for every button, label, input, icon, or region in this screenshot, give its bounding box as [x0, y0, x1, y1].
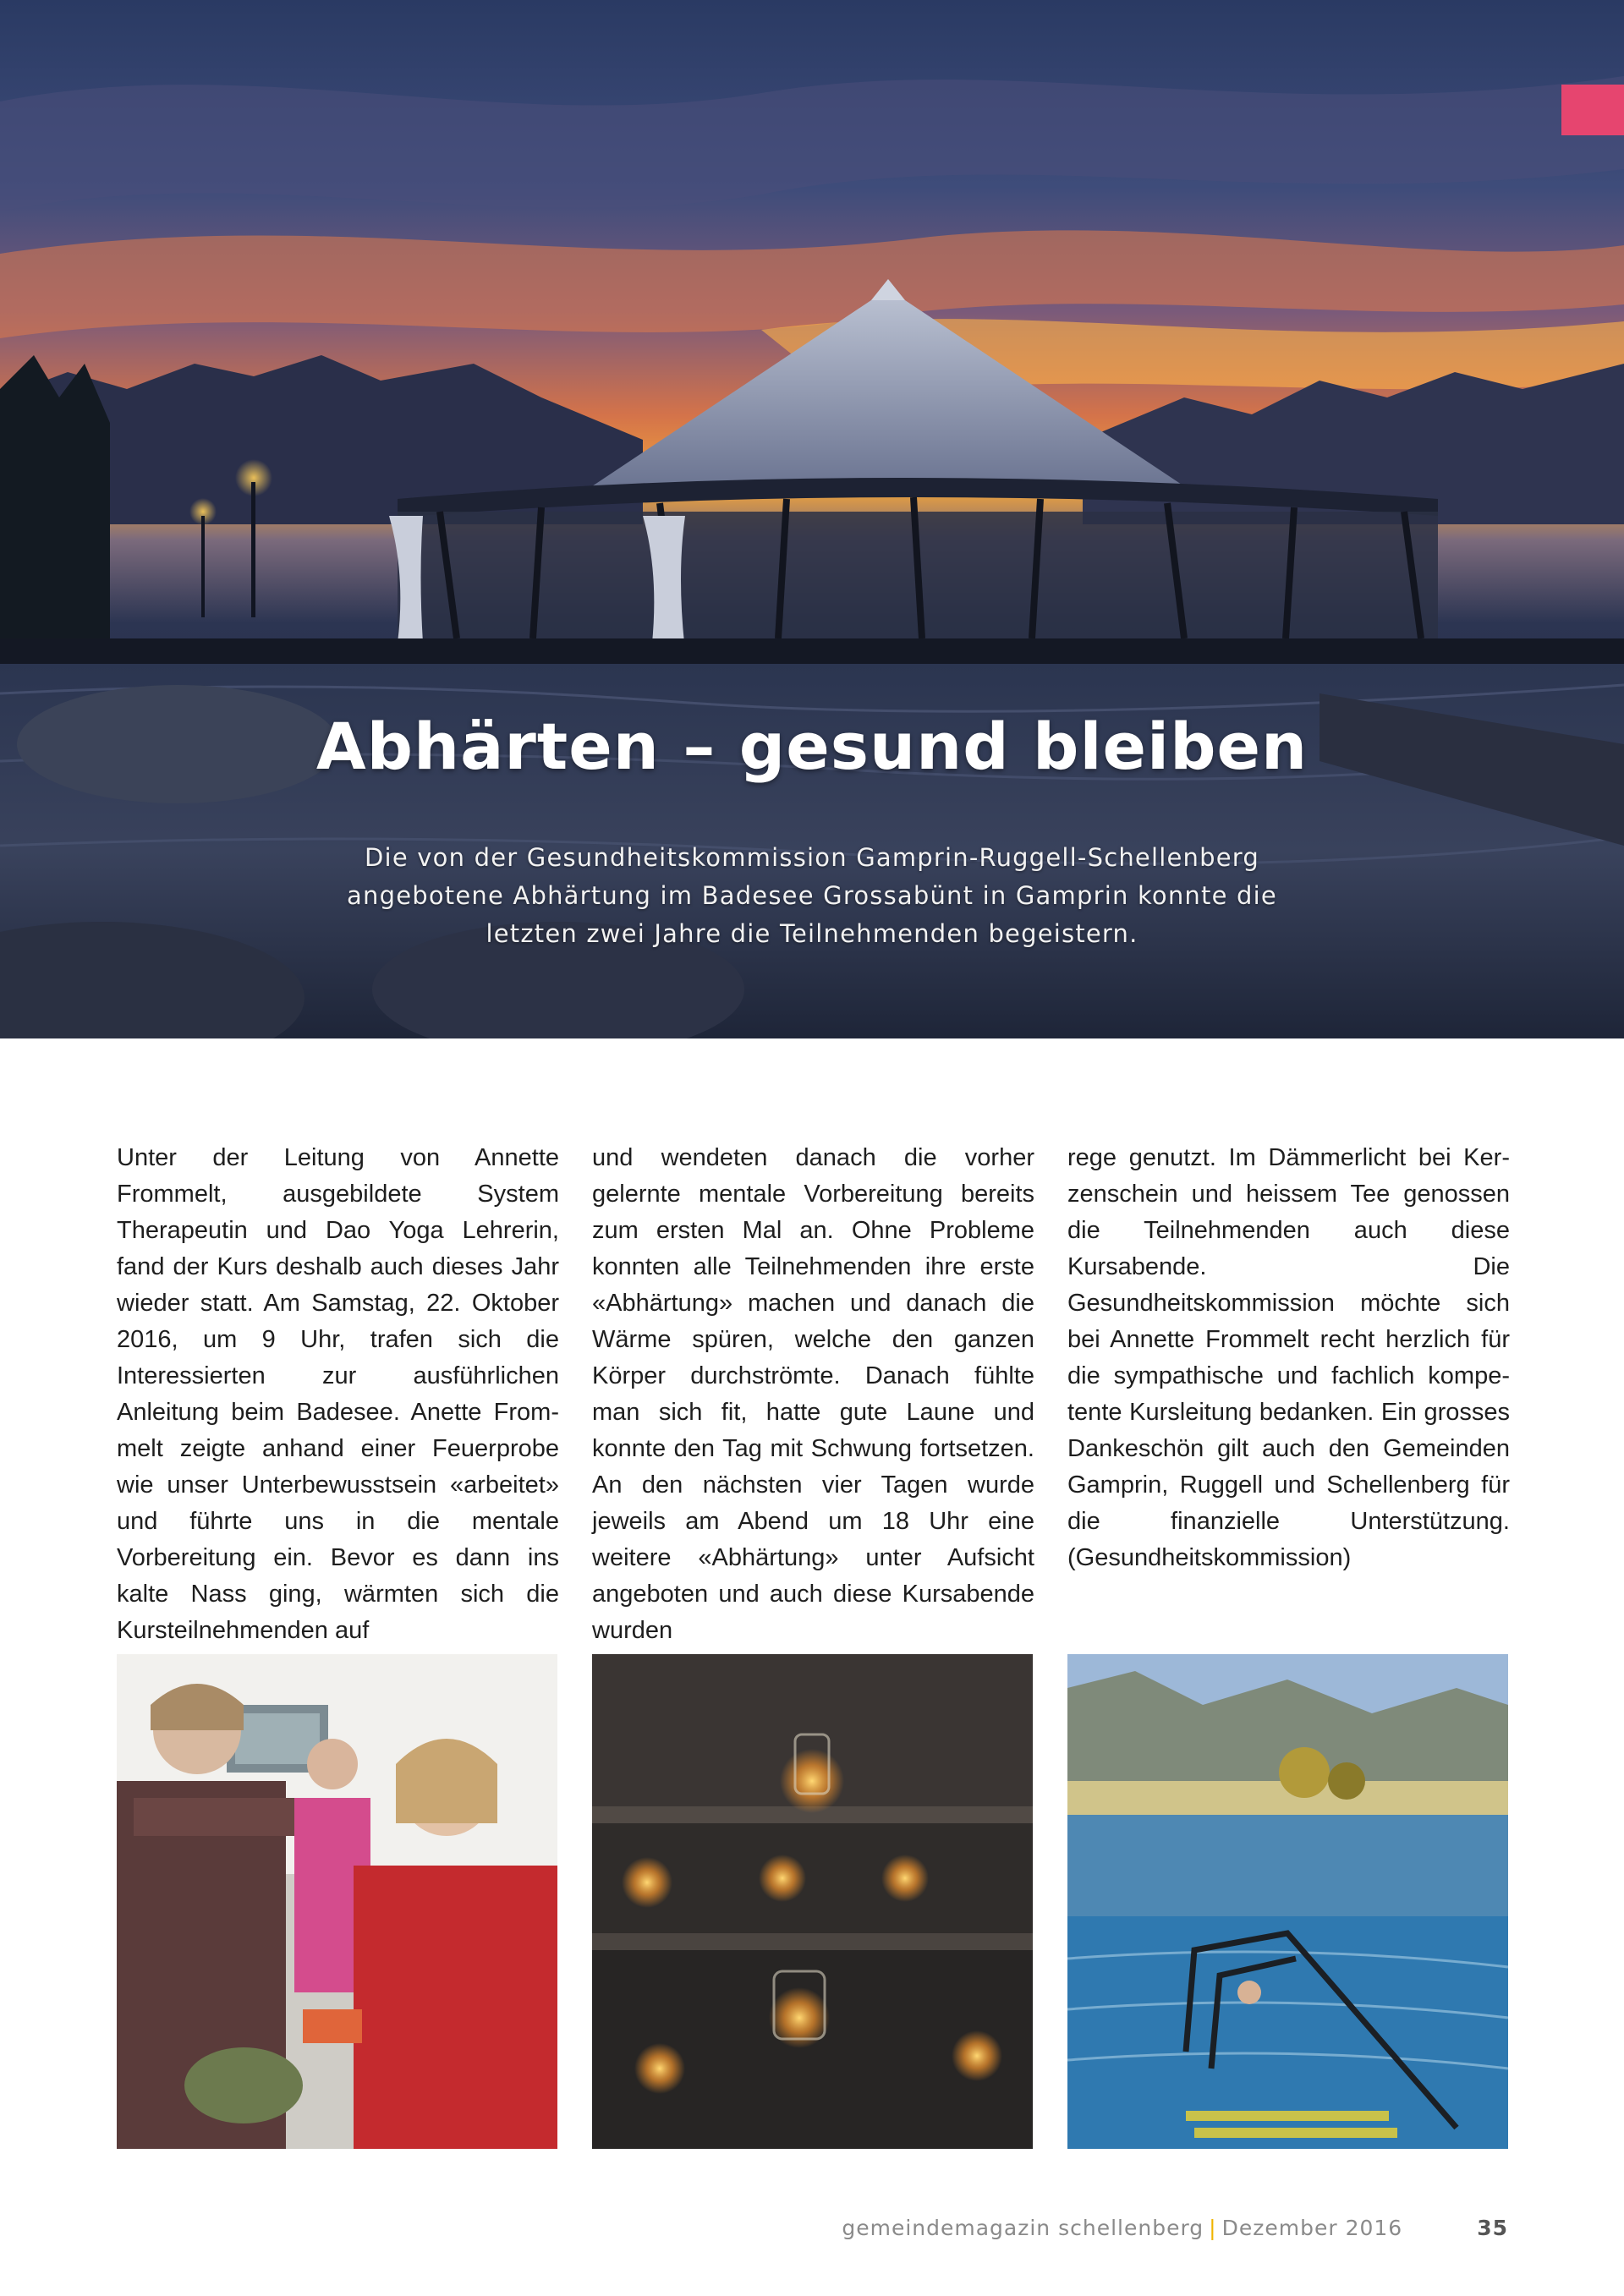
article-lead: Die von der Gesundheitskommission Gamprin-Ruggell-Schellenberg angebotene Abhärtung im Badesee Grossabünt in Gamprin konnte die letzten zwei Jahre die Teilnehmenden begeistern. — [347, 843, 1277, 948]
photo-swimming-lake — [1067, 1654, 1508, 2149]
page-footer — [842, 2216, 1508, 2240]
issue-date: Dezember 2016 — [1221, 2216, 1403, 2240]
article-body — [117, 1140, 1510, 1644]
hero-photo — [0, 0, 1624, 1038]
photo-candles-on-stone-steps — [592, 1654, 1033, 2149]
magazine-name: gemeindemagazin schellenberg — [842, 2216, 1204, 2240]
photo-course-participants — [117, 1654, 557, 2149]
text-column-3: rege genutzt. Im Dämmerlicht bei Kerzenschein und heissem Tee genossen die Teilnehmenden auch diese Kursabende. Die Gesundheitskommission möchte sich bei Annette Frommelt recht herzlich für die sympathische und fachlich kompetente Kursleitung bedanken. Ein grosses Dankeschön gilt auch den Gemeinden Gamprin, Ruggell und Schellenberg für die finanzielle Unterstützung. (Gesundheitskommission) — [1067, 1144, 1510, 1571]
text-column-2: und wendeten danach die vorher gelernte mentale Vorbereitung bereits zum ersten Mal an. Ohne Probleme konnten alle Teilnehmenden ihre erste «Abhärtung» machen und danach die Wärme spüren, welche den ganzen Körper durchströmte. Danach fühlte man sich fit, hatte gute Laune und konnte den Tag mit Schwung fortsetzen. An den nächsten vier Tagen wurde jeweils am Abend um 18 Uhr eine weitere «Abhärtung» unter Aufsicht angeboten und auch diese Kursabende wurden — [592, 1144, 1034, 1644]
section-color-tab — [1561, 85, 1624, 135]
page-number: 35 — [1477, 2216, 1508, 2240]
article-title: Abhärten – gesund bleiben — [315, 709, 1309, 784]
footer-separator: | — [1209, 2216, 1217, 2240]
text-column-1: Unter der Leitung von Annette Frommelt, ausgebildete System Therapeutin und Dao Yoga Lehrerin, fand der Kurs deshalb auch dieses Jahr wieder statt. Am Samstag, 22. Oktober 2016, um 9 Uhr, trafen sich die Interessierten zur ausführlichen Anleitung beim Badesee. Anette Frommelt zeigte anhand einer Feuerprobe wie unser Unterbewusstsein «arbeitet» und führte uns in die mentale Vorbereitung ein. Bevor es dann ins kalte Nass ging, wärmten sich die Kursteilnehmenden auf — [117, 1144, 559, 1644]
